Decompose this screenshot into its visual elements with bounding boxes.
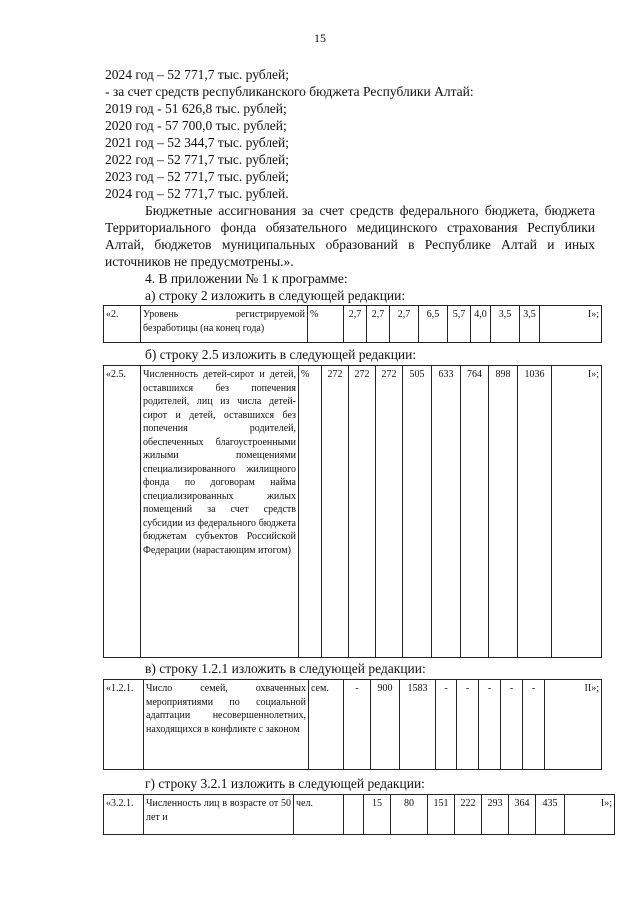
value-cell: - xyxy=(501,680,523,770)
value-cell: 764 xyxy=(461,366,489,658)
section-heading-d: г) строку 3.2.1 изложить в следующей редакции: xyxy=(145,776,425,791)
section-heading-a: а) строку 2 изложить в следующей редакции: xyxy=(145,288,406,303)
section-heading-c: в) строку 1.2.1 изложить в следующей редакции: xyxy=(145,661,426,676)
value-cell xyxy=(344,795,364,835)
value-cell: 222 xyxy=(455,795,482,835)
value-cell: 15 xyxy=(364,795,391,835)
value-cell: 3,5 xyxy=(491,306,520,343)
value-cell: 293 xyxy=(482,795,509,835)
value-cell: 633 xyxy=(432,366,461,658)
value-cell: 4,0 xyxy=(471,306,491,343)
value-cell: - xyxy=(523,680,545,770)
value-cell: 364 xyxy=(509,795,536,835)
budget-line: 2023 год – 52 771,7 тыс. рублей; xyxy=(105,169,290,184)
unit: % xyxy=(299,366,322,658)
value-cell: 272 xyxy=(349,366,376,658)
priority-cell: II»; xyxy=(545,680,602,770)
value-cell: - xyxy=(479,680,501,770)
page-number: 15 xyxy=(314,31,326,45)
indicator-name: Численность лиц в возрасте от 50 лет и xyxy=(144,795,294,835)
value-cell: 2,7 xyxy=(344,306,367,343)
row-number: «2. xyxy=(104,306,141,343)
funding-paragraph xyxy=(105,202,595,270)
budget-line: 2020 год - 57 700,0 тыс. рублей; xyxy=(105,118,287,133)
unit: сем. xyxy=(309,680,344,770)
unit: чел. xyxy=(294,795,344,835)
value-cell: - xyxy=(457,680,479,770)
indicator-name: Численность детей-сирот и детей, оставшихся без попечения родителей, лиц из числа детей-сирот и детей, оставшихся без попечения родителей, обеспеченных благоустроенными жилыми помещениями специализированного жилищного фонда по договорам найма специализированных жилых помещений за счет средств субсидии из федерального бюджета бюджетам субъектов Российской Федерации (нарастающим итогом) xyxy=(141,366,299,658)
funding-paragraph-text: Бюджетные ассигнования за счет средств федерального бюджета, бюджета Территориального фонда обязательного медицинского страхования Республики Алтай, бюджетов муниципальных образований в Республике Алтай и иных источников не предусмотрены.». xyxy=(105,203,595,269)
value-cell: 505 xyxy=(403,366,432,658)
value-cell: 5,7 xyxy=(448,306,471,343)
budget-line: 2024 год – 52 771,7 тыс. рублей; xyxy=(105,67,290,82)
table-row-2-5 xyxy=(103,365,602,658)
value-cell: 272 xyxy=(376,366,403,658)
row-number: «2.5. xyxy=(104,366,141,658)
value-cell: - xyxy=(344,680,371,770)
priority-cell: I»; xyxy=(540,306,602,343)
priority-cell: I»; xyxy=(565,795,615,835)
unit: % xyxy=(308,306,344,343)
value-cell: 900 xyxy=(371,680,400,770)
value-cell: 151 xyxy=(428,795,455,835)
priority-cell: I»; xyxy=(552,366,602,658)
row-number: «3.2.1. xyxy=(104,795,144,835)
budget-line: 2024 год – 52 771,7 тыс. рублей. xyxy=(105,186,289,201)
value-cell: 435 xyxy=(536,795,565,835)
budget-line: 2019 год - 51 626,8 тыс. рублей; xyxy=(105,101,287,116)
item-4-heading: 4. В приложении № 1 к программе: xyxy=(145,271,348,286)
value-cell: 1583 xyxy=(400,680,436,770)
value-cell: 1036 xyxy=(518,366,552,658)
value-cell: 6,5 xyxy=(419,306,448,343)
table-row-2 xyxy=(103,305,602,343)
value-cell: 2,7 xyxy=(390,306,419,343)
budget-line: 2021 год – 52 344,7 тыс. рублей; xyxy=(105,135,290,150)
indicator-name: Число семей, охваченных мероприятиями по социальной адаптации несовершеннолетних, находящихся в конфликте с законом xyxy=(144,680,309,770)
budget-line: 2022 год – 52 771,7 тыс. рублей; xyxy=(105,152,290,167)
indicator-name: Уровень регистрируемой безработицы (на конец года) xyxy=(141,306,308,343)
row-number: «1.2.1. xyxy=(104,680,144,770)
value-cell: - xyxy=(436,680,457,770)
section-heading-b: б) строку 2.5 изложить в следующей редакции: xyxy=(145,347,417,362)
budget-line: - за счет средств республиканского бюджета Республики Алтай: xyxy=(105,84,474,99)
value-cell: 272 xyxy=(322,366,349,658)
value-cell: 898 xyxy=(489,366,518,658)
value-cell: 80 xyxy=(391,795,428,835)
value-cell: 2,7 xyxy=(367,306,390,343)
table-row-3-2-1 xyxy=(103,794,615,835)
value-cell: 3,5 xyxy=(520,306,540,343)
table-row-1-2-1 xyxy=(103,679,602,770)
